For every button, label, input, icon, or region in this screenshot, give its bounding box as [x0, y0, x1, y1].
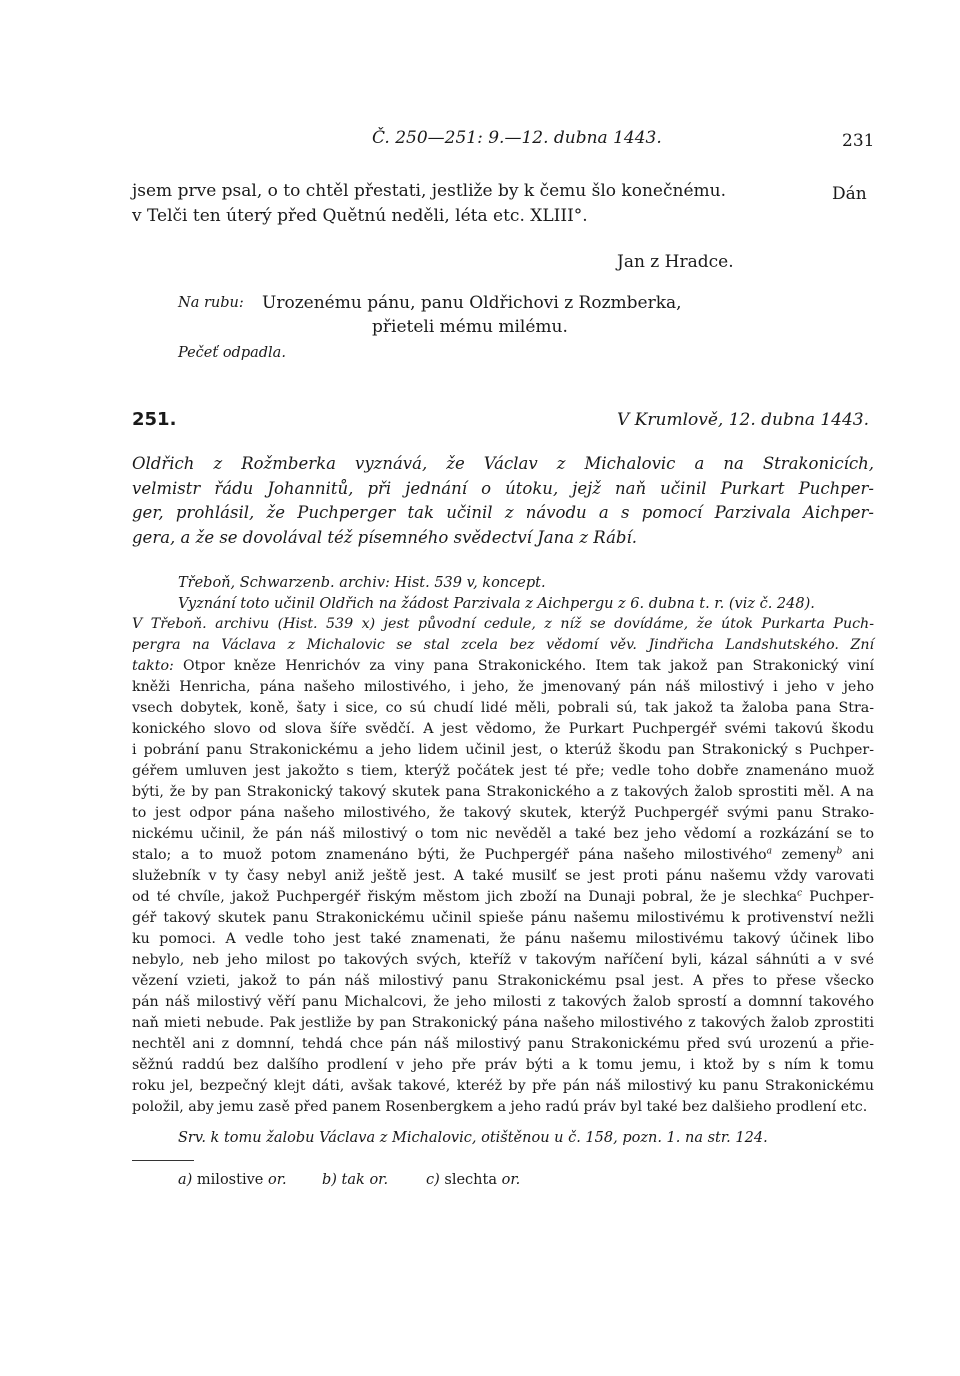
body-line	[132, 845, 874, 866]
address-line2: přieteli mému milému.	[372, 317, 568, 337]
doc250-line2: v Telči ten úterý před Quětnú neděli, léta etc. XLIII°.	[132, 206, 588, 226]
doc-number: 251.	[132, 409, 177, 430]
footnote-a-or: or.	[267, 1172, 287, 1188]
footnote-c	[426, 1172, 520, 1188]
margin-note: Dán	[832, 184, 867, 204]
page-number: 231	[842, 131, 875, 151]
body-line: i pobrání panu Strakonickému a jeho lidem učinil jest, o kterúž škodu pan Strakonický s Puchper-	[132, 742, 874, 758]
body-line: V Třeboň. archivu (Hist. 539 x) jest původní cedule, z níž se dovídáme, že útok Purkarta Puch-	[132, 616, 874, 632]
body-line: géř takový skutek panu Strakonickému učinil spieše pánu našemu milostivému k protivenství nežli	[132, 910, 874, 926]
body-line: položil, aby jemu zasě před panem Rosenbergkem a jeho radú práv byl také bez dalšieho prodlení etc.	[132, 1099, 868, 1115]
body-line-text: zemeny	[781, 847, 837, 863]
summary-line: ger, prohlásil, že Puchperger tak učinil z návodu a s pomocí Parzivala Aichper-	[132, 503, 874, 522]
body-line: nebylo, neb jeho milost po takových svých, kteříž v takovým naříčení byli, kázal sáhnúti a v své	[132, 952, 874, 968]
body-line: géřem umluven jest jakožto s tiem, kterýž počátek jest té pře; vedle toho dobře znamenáno muož	[132, 763, 874, 779]
document-body	[132, 614, 874, 1118]
footnote-ref-c: c	[797, 888, 803, 899]
footnote-c-label: c)	[426, 1172, 440, 1188]
source-note: Vyznání toto učinil Oldřich na žádost Parzivala z Aichpergu z 6. dubna t. r. (viz č. 248).	[178, 596, 815, 612]
footnote-c-text: slechta	[439, 1172, 502, 1188]
footnote-b-label: b)	[322, 1172, 337, 1188]
place-date: V Krumlově, 12. dubna 1443.	[617, 410, 870, 430]
body-line-roman: Otpor kněze Henrichóv za viny pana Strakonického. Item tak jakož pan Strakonický viní	[173, 658, 874, 674]
footnote-c-or: or.	[501, 1172, 521, 1188]
body-line: býti, že by pan Strakonický takový skutek pana Strakonického a z takových žalob sprostiti měl. A na	[132, 784, 874, 800]
body-line: ku pomoci. A vedle toho jest také znamenati, že pánu našemu milostivému takový účinek libo	[132, 931, 874, 947]
body-line	[132, 656, 874, 677]
body-line-text: ani	[842, 847, 874, 863]
body-line: nechtěl ani z domnní, tehdá chce pán náš milostivý panu Strakonickému před svú urozenú a přie-	[132, 1036, 874, 1052]
footnote-a	[178, 1172, 287, 1188]
summary-line: Oldřich z Rožmberka vyznává, že Václav z Michalovic a na Strakonicích,	[132, 454, 874, 473]
footnote-a-text: milostive	[192, 1172, 268, 1188]
footnote-b-or: or.	[369, 1172, 389, 1188]
body-line: sěžnú raddú bez dalšího prodlení v jeho pře práv býti a k tomu jemu, i ktož by s ním k tomu	[132, 1057, 874, 1073]
footnote-rule	[132, 1160, 194, 1161]
footnote-b-text: tak	[336, 1172, 370, 1188]
footnote-ref-a: a	[766, 846, 772, 857]
signature: Jan z Hradce.	[617, 252, 734, 272]
cross-reference: Srv. k tomu žalobu Václava z Michalovic, otištěnou u č. 158, pozn. 1. na str. 124.	[178, 1130, 768, 1146]
body-line-text: od té chvíle, jakož Puchpergéř řiským městom jich zboží na Dunaji pobral, že je slechka	[132, 889, 798, 905]
body-line: pergra na Václava z Michalovic se stal zcela bez vědomí věv. Jindřicha Landshutského. Zní	[132, 637, 874, 653]
body-line-text: stalo; a to muož potom znamenáno býti, že Puchpergéř pána našeho milostivého	[132, 847, 767, 863]
verso-label: Na rubu:	[178, 295, 244, 311]
summary-line: gera, a že se dovolával též písemného svědectví Jana z Rábí.	[132, 527, 638, 547]
body-line: vězení vzieti, jakož to pán náš milostivý panu Strakonickému psal jest. A přes to přese všecko	[132, 973, 874, 989]
body-line-text: Puchper-	[802, 889, 874, 905]
body-line: pán náš milostivý věří panu Michalcovi, že jeho milosti z takových žalob sprostí a domnní takového	[132, 994, 874, 1010]
body-line: roku jel, bezpečný klejt dáti, avšak takové, kteréž by pře pán náš milostivý ku panu Strakonickému	[132, 1078, 874, 1094]
regest-summary	[132, 452, 874, 550]
seal-note: Pečeť odpadla.	[178, 345, 286, 361]
body-line: to jest odpor pána našeho milostivého, že takový skutek, kterýž Puchpergéř svými panu Strako-	[132, 805, 874, 821]
summary-line: velmistr řádu Johannitů, při jednání o útoku, jejž naň učinil Purkart Puchper-	[132, 478, 874, 498]
body-line-italic: takto:	[132, 658, 174, 674]
body-line: služebník v ty časy nebyl aniž ještě jest. A také musilť se jest proti pánu našemu vždy varovati	[132, 868, 874, 884]
body-line: kněži Henricha, pána našeho milostivého, i jeho, že jmenovaný pán náš milostivý i jeho v jeho	[132, 679, 874, 695]
body-line	[132, 887, 874, 908]
footnote-b	[322, 1172, 388, 1188]
body-line: naň mieti nebude. Pak jestliže by pan Strakonický pána našeho milostivého z takových žalob zprostiti	[132, 1015, 874, 1031]
footnote-ref-b: b	[836, 846, 843, 857]
body-line: konického slovo od slova šíře svědčí. A jest vědomo, že Purkart Puchpergéř svémi takovú škodu	[132, 721, 874, 737]
footnote-a-label: a)	[178, 1172, 193, 1188]
body-line: nickému učinil, že pán náš milostivý o tom nic nevěděl a také bez jeho vědomí a rozkázání se to	[132, 826, 874, 842]
running-title: Č. 250—251: 9.—12. dubna 1443.	[372, 128, 662, 148]
doc250-line1: jsem prve psal, o to chtěl přestati, jestliže by k čemu šlo konečnému.	[132, 181, 726, 201]
address-line1: Urozenému pánu, panu Oldřichovi z Rozmberka,	[262, 293, 682, 313]
source-archive: Třeboň, Schwarzenb. archiv: Hist. 539 v, koncept.	[178, 575, 546, 591]
body-line: vsech dobytek, koně, šaty i sice, co sú chudí lidé měli, pobrali sú, tak jakož ta žaloba pana Stra-	[132, 700, 874, 716]
